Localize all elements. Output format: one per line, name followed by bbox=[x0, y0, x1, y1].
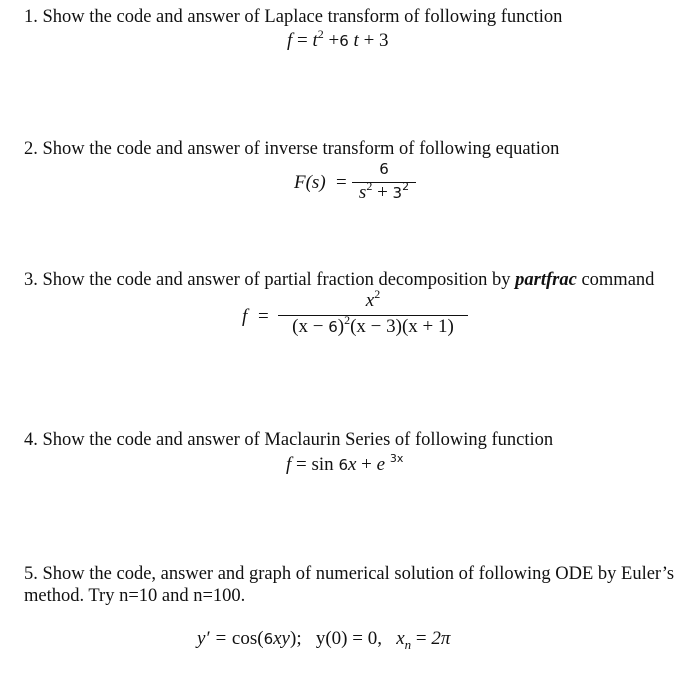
equation-3: f = $x^2$ $(x - 6)^2(x - 3)(x + 1)$ bbox=[242, 290, 472, 342]
question-4-number: 4. bbox=[24, 430, 38, 450]
equation-2-lhs: F(s) bbox=[294, 172, 326, 193]
question-3-number: 3. bbox=[24, 270, 38, 290]
question-4-text: Show the code and answer of Maclaurin Series of following function bbox=[42, 430, 554, 450]
question-4 bbox=[24, 429, 553, 451]
question-2 bbox=[24, 138, 559, 160]
question-1-text: Show the code and answer of Laplace transform of following function bbox=[42, 7, 563, 27]
equation-4: f = sin 6x + e $^{3x}$ bbox=[286, 452, 404, 475]
question-5-number: 5. bbox=[24, 564, 38, 584]
question-1-number: 1. bbox=[24, 7, 38, 27]
partfrac-command: partfrac bbox=[515, 270, 577, 290]
equation-1: $f = t^2 +6$ t + 3 bbox=[287, 27, 389, 51]
equation-5: y′ = cos(6xy); y(0) = 0, $x_n = 2\pi$ bbox=[197, 628, 451, 652]
equation-2-numerator: 6 bbox=[379, 160, 389, 178]
equation-3-numerator: $x^2$ bbox=[365, 287, 381, 311]
question-2-text: Show the code and answer of inverse transform of following equation bbox=[42, 139, 560, 159]
equation-3-denominator: $(x - 6)^2(x - 3)(x + 1)$ bbox=[292, 313, 454, 337]
equation-2-denominator: $s^2 + 3^2$ bbox=[358, 179, 410, 203]
question-3-text: Show the code and answer of partial fraction decomposition by bbox=[42, 270, 511, 290]
question-2-number: 2. bbox=[24, 139, 38, 159]
question-3: 3. Show the code and answer of partial fraction decomposition by partfrac command bbox=[24, 270, 655, 290]
equation-2: F(s) = 6 $s^2 + 3^2$ bbox=[294, 158, 434, 208]
question-1 bbox=[24, 6, 562, 28]
question-5-text: Show the code, answer and graph of numerical solution of following ODE by Euler’s method. Try n=10 and n=100. bbox=[24, 564, 675, 606]
question-5 bbox=[24, 563, 694, 607]
